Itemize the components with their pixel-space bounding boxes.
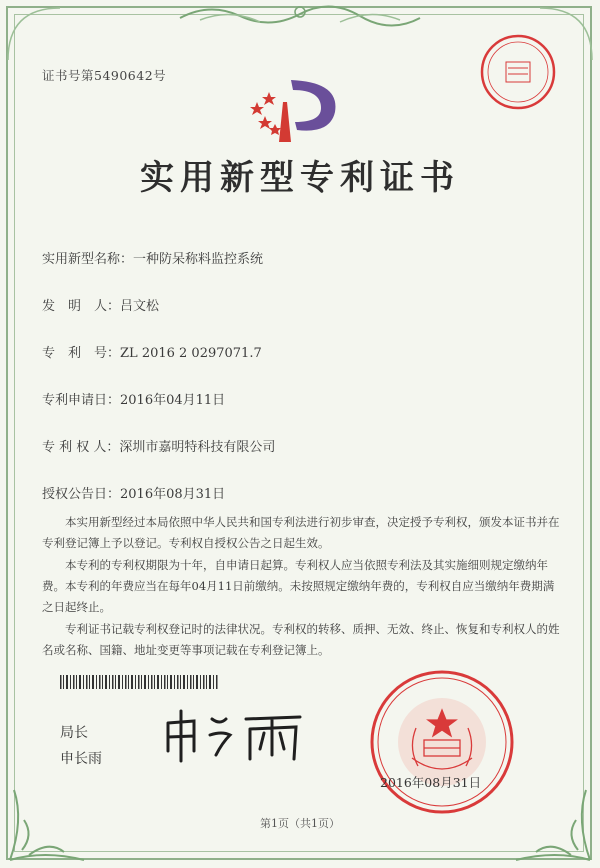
field-label: 发 明 人： xyxy=(42,299,121,314)
field-patentee xyxy=(42,436,275,455)
cnipa-logo xyxy=(245,72,355,147)
field-value: 深圳市嘉明特科技有限公司 xyxy=(119,440,276,455)
issue-date: 2016年08月31日 xyxy=(380,775,482,790)
top-left-ornament xyxy=(4,4,64,64)
field-label: 专 利 号： xyxy=(42,346,121,361)
cnipa-seal xyxy=(368,668,516,816)
director-title: 局长 xyxy=(60,725,88,741)
body-paragraph-3: 专利证书记载专利权登记时的法律状况。专利权的转移、质押、无效、终止、恢复和专利权人的姓名或名称、国籍、地址变更等事项记载在专利登记簿上。 xyxy=(42,622,560,657)
field-value: 2016年04月11日 xyxy=(120,393,226,408)
field-utility-model-name xyxy=(42,248,263,267)
director-signature xyxy=(160,705,310,765)
field-grant-date xyxy=(42,483,225,502)
field-label: 专 利 权 人： xyxy=(42,440,120,455)
barcode xyxy=(60,675,220,689)
field-label: 实用新型名称： xyxy=(42,252,134,267)
body-paragraph-1: 本实用新型经过本局依照中华人民共和国专利法进行初步审查，决定授予专利权，颁发本证书并在专利登记簿上予以登记。专利权自授权公告之日起生效。 xyxy=(42,515,560,550)
tax-seal xyxy=(478,32,558,112)
field-patent-number xyxy=(42,342,262,361)
certificate-body xyxy=(42,512,562,662)
field-value: ZL 2016 2 0297071.7 xyxy=(120,346,262,361)
field-label: 专利申请日： xyxy=(42,393,121,408)
field-application-date xyxy=(42,389,225,408)
certificate-title: 实用新型专利证书 xyxy=(140,158,460,198)
field-inventor xyxy=(42,295,159,314)
field-label: 授权公告日： xyxy=(42,487,121,502)
field-value: 一种防呆称料监控系统 xyxy=(133,252,264,267)
page-number: 第1页（共1页） xyxy=(260,817,340,830)
top-ornament xyxy=(170,0,430,30)
certificate-number: 证书号第5490642号 xyxy=(42,68,167,83)
director-name: 申长雨 xyxy=(60,751,102,767)
field-value: 吕文松 xyxy=(120,299,160,314)
body-paragraph-2: 本专利的专利权期限为十年，自申请日起算。专利权人应当依照专利法及其实施细则规定缴纳年费。本专利的年费应当在每年04月11日前缴纳。未按照规定缴纳年费的，专利权自应当缴纳年费期满之日起终止。 xyxy=(42,558,555,614)
field-value: 2016年08月31日 xyxy=(120,487,226,502)
